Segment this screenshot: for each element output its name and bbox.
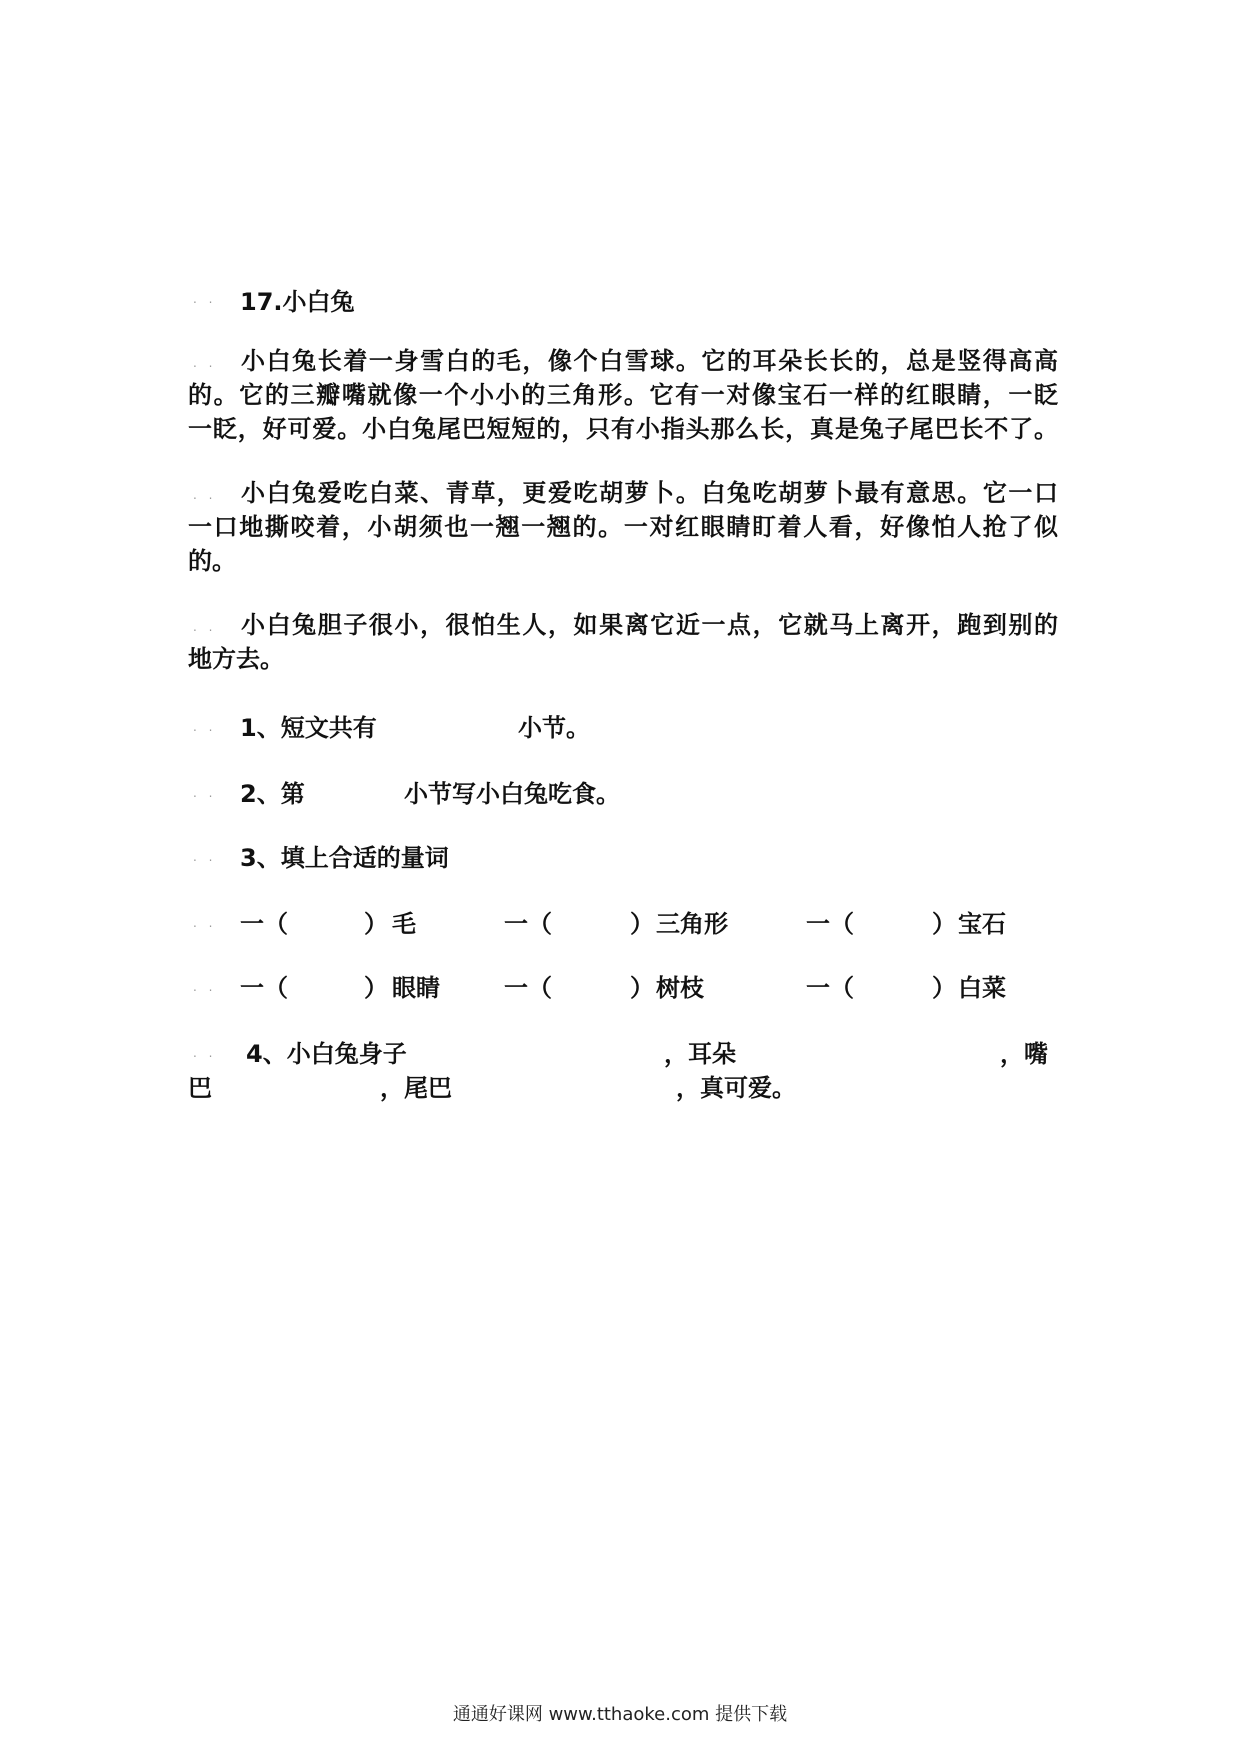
paragraph-3-line-2: 地方去。 <box>188 645 284 673</box>
measure-open: 一（ <box>240 974 288 1002</box>
margin-marker: . . <box>193 356 217 370</box>
measure-word: 树枝 <box>656 974 704 1002</box>
question-1-prefix: 1、短文共有 <box>240 714 377 742</box>
question-4-part-1: 4、小白兔身子 <box>246 1040 407 1068</box>
question-4-blank-tail[interactable] <box>470 1068 670 1098</box>
measure-close: ） <box>932 910 956 938</box>
measure-close: ） <box>364 974 388 1002</box>
paragraph-1-line-2: 的。它的三瓣嘴就像一个小小的三角形。它有一对像宝石一样的红眼睛，一眨 <box>188 381 1058 409</box>
question-4-part-6: ，真可爱。 <box>676 1074 796 1102</box>
measure-blank[interactable] <box>556 968 626 998</box>
question-4-part-4: 巴 <box>188 1074 212 1102</box>
paragraph-2-line-1: 小白兔爱吃白菜、青草，更爱吃胡萝卜。白兔吃胡萝卜最有意思。它一口 <box>241 479 1058 507</box>
measure-open: 一（ <box>504 910 552 938</box>
question-2-suffix: 小节写小白兔吃食。 <box>404 780 620 808</box>
margin-marker: . . <box>193 850 217 864</box>
question-4-blank-body[interactable] <box>440 1034 660 1064</box>
passage-title: 17.小白兔 <box>240 288 355 316</box>
measure-close: ） <box>630 910 654 938</box>
measure-close: ） <box>932 974 956 1002</box>
measure-word: 眼睛 <box>392 974 440 1002</box>
measure-blank[interactable] <box>556 904 626 934</box>
measure-open: 一（ <box>504 974 552 1002</box>
measure-word: 白菜 <box>958 974 1006 1002</box>
measure-open: 一（ <box>806 910 854 938</box>
measure-blank[interactable] <box>858 968 928 998</box>
question-3-text: 3、填上合适的量词 <box>240 844 449 872</box>
margin-marker: . . <box>193 720 217 734</box>
margin-marker: . . <box>193 980 217 994</box>
measure-close: ） <box>364 910 388 938</box>
measure-word: 毛 <box>392 910 416 938</box>
margin-marker: . . <box>193 1046 217 1060</box>
measure-blank[interactable] <box>290 904 360 934</box>
margin-marker: . . <box>193 786 217 800</box>
measure-open: 一（ <box>240 910 288 938</box>
measure-close: ） <box>630 974 654 1002</box>
margin-marker: . . <box>193 620 217 634</box>
question-4-part-2: ，耳朵 <box>664 1040 736 1068</box>
paragraph-3-line-1: 小白兔胆子很小，很怕生人，如果离它近一点，它就马上离开，跑到别的 <box>241 611 1058 639</box>
question-1-suffix: 小节。 <box>518 714 590 742</box>
measure-word: 三角形 <box>656 910 728 938</box>
paragraph-2-line-3: 的。 <box>188 547 236 575</box>
margin-marker: . . <box>193 488 217 502</box>
measure-blank[interactable] <box>290 968 360 998</box>
question-2-blank[interactable] <box>310 774 400 804</box>
margin-marker: . . <box>193 292 217 306</box>
page-footer: 通通好课网 www.tthaoke.com 提供下载 <box>452 1704 788 1725</box>
question-4-blank-mouth[interactable] <box>222 1068 372 1098</box>
measure-open: 一（ <box>806 974 854 1002</box>
paragraph-1-line-1: 小白兔长着一身雪白的毛，像个白雪球。它的耳朵长长的，总是竖得高高 <box>241 347 1058 375</box>
question-4-blank-ears[interactable] <box>760 1034 990 1064</box>
question-4-part-5: ，尾巴 <box>380 1074 452 1102</box>
margin-marker: . . <box>193 916 217 930</box>
question-1-blank[interactable] <box>380 708 510 738</box>
paragraph-2-line-2: 一口地撕咬着，小胡须也一翘一翘的。一对红眼睛盯着人看，好像怕人抢了似 <box>188 513 1058 541</box>
question-4-part-3: ，嘴 <box>1000 1040 1048 1068</box>
paragraph-1-line-3: 一眨，好可爱。小白兔尾巴短短的，只有小指头那么长，真是兔子尾巴长不了。 <box>188 415 1058 443</box>
question-2-prefix: 2、第 <box>240 780 305 808</box>
measure-blank[interactable] <box>858 904 928 934</box>
measure-word: 宝石 <box>958 910 1006 938</box>
